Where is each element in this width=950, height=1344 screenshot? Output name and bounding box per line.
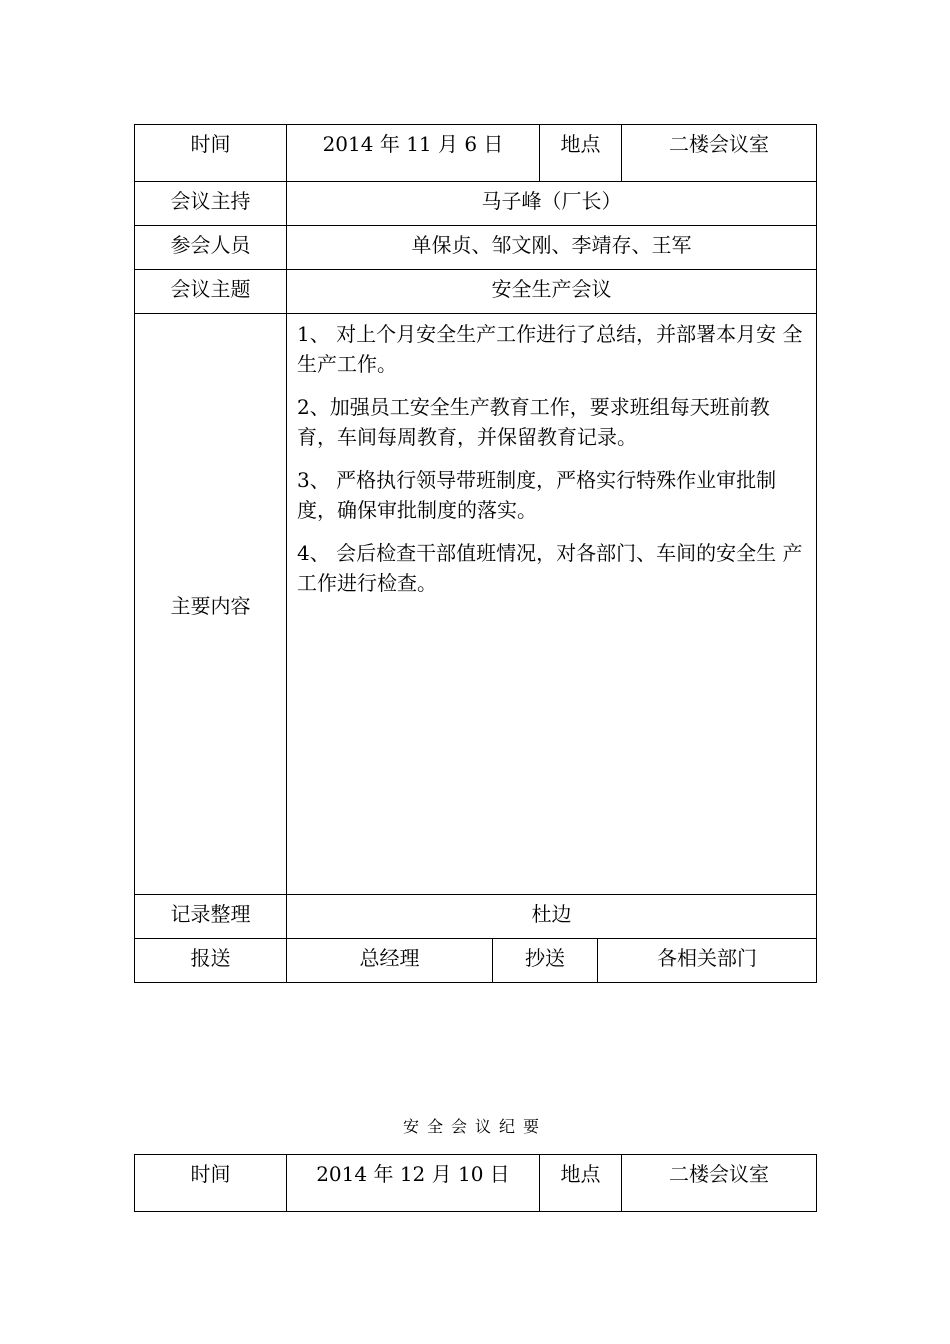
meeting-attendees: 单保贞、邹文刚、李靖存、王军 (287, 226, 817, 270)
place-label: 地点 (540, 125, 622, 182)
meeting-place: 二楼会议室 (622, 125, 817, 182)
report-to: 总经理 (287, 939, 493, 983)
content-item: 2、加强员工安全生产教育工作，要求班组每天班前教 育，车间每周教育，并保留教育记录。 (297, 395, 770, 449)
cc-to: 各相关部门 (598, 939, 817, 983)
meeting-topic: 安全生产会议 (287, 270, 817, 314)
attendees-label: 参会人员 (135, 226, 287, 270)
content-item: 4、 会后检查干部值班情况，对各部门、车间的安全生 产工作进行检查。 (297, 541, 803, 595)
time-label: 时间 (135, 1155, 287, 1212)
content-item: 1、 对上个月安全生产工作进行了总结，并部署本月安 全生产工作。 (297, 322, 803, 376)
host-label: 会议主持 (135, 182, 287, 226)
recorder-label: 记录整理 (135, 895, 287, 939)
document-title: 安全会议纪要 (402, 1117, 547, 1136)
meeting-date: 2014 年 11 月 6 日 (287, 125, 540, 182)
topic-label: 会议主题 (135, 270, 287, 314)
meeting-minutes-table-2 (134, 1154, 817, 1212)
cc-label: 抄送 (493, 939, 598, 983)
report-label: 报送 (135, 939, 287, 983)
meeting-content (287, 314, 817, 895)
meeting-recorder: 杜边 (287, 895, 817, 939)
content-label: 主要内容 (135, 314, 287, 895)
meeting-place: 二楼会议室 (622, 1155, 817, 1212)
time-label: 时间 (135, 125, 287, 182)
meeting-date: 2014 年 12 月 10 日 (287, 1155, 540, 1212)
meeting-host: 马子峰（厂长） (287, 182, 817, 226)
content-item: 3、 严格执行领导带班制度，严格实行特殊作业审批制 度，确保审批制度的落实。 (297, 468, 777, 522)
meeting-minutes-table-1 (134, 124, 817, 983)
place-label: 地点 (540, 1155, 622, 1212)
